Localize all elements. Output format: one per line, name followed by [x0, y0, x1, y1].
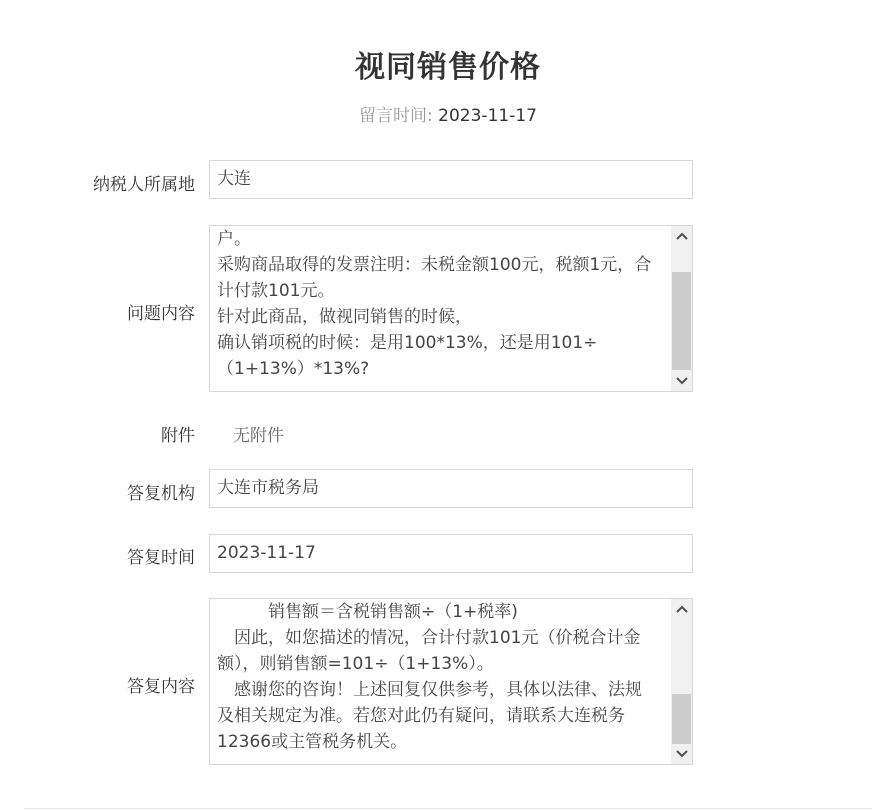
- message-time-value: 2023-11-17: [438, 106, 537, 126]
- reply-text: [217, 599, 669, 755]
- scroll-thumb[interactable]: [672, 694, 691, 744]
- taxpayer-location-field[interactable]: 大连: [209, 160, 693, 199]
- taxpayer-location-label: 纳税人所属地: [93, 175, 195, 195]
- reply-time-field[interactable]: 2023-11-17: [209, 534, 693, 573]
- question-line: 针对此商品，做视同销售的时候，: [217, 307, 472, 327]
- chevron-down-icon: [676, 750, 688, 758]
- scroll-down-button[interactable]: [671, 744, 692, 764]
- scroll-up-button[interactable]: [671, 599, 692, 619]
- question-line: 计付款101元。: [217, 281, 335, 301]
- reply-org-label: 答复机构: [127, 484, 195, 504]
- reply-time-label: 答复时间: [127, 548, 195, 568]
- page-title: 视同销售价格: [355, 50, 541, 85]
- chevron-up-icon: [676, 605, 688, 613]
- bottom-divider: [24, 808, 872, 809]
- reply-textarea[interactable]: [209, 598, 693, 765]
- reply-line: 12366或主管税务机关。: [217, 732, 408, 752]
- question-scrollbar[interactable]: [671, 226, 692, 391]
- reply-line: 感谢您的咨询！上述回复仅供参考，具体以法律、法规: [217, 680, 642, 700]
- reply-org-field[interactable]: 大连市税务局: [209, 469, 693, 508]
- message-time: [0, 101, 896, 126]
- question-text: [217, 226, 669, 382]
- scroll-down-button[interactable]: [671, 371, 692, 391]
- scroll-up-button[interactable]: [671, 226, 692, 246]
- scroll-thumb[interactable]: [672, 272, 691, 370]
- attachment-label: 附件: [161, 426, 195, 446]
- question-line: 采购商品取得的发票注明：未税金额100元，税额1元，合: [217, 255, 652, 275]
- message-time-label: 留言时间:: [359, 106, 433, 126]
- attachment-value: 无附件: [233, 426, 284, 446]
- reply-line: 及相关规定为准。若您对此仍有疑问，请联系大连税务: [217, 706, 625, 726]
- question-line: 确认销项税的时候：是用100*13%，还是用101÷: [217, 333, 598, 353]
- chevron-down-icon: [676, 377, 688, 385]
- question-line: 户。: [217, 229, 251, 249]
- reply-scrollbar[interactable]: [671, 599, 692, 764]
- reply-label: 答复内容: [127, 677, 195, 697]
- question-label: 问题内容: [127, 304, 195, 324]
- question-textarea[interactable]: [209, 225, 693, 392]
- reply-line: 因此，如您描述的情况，合计付款101元（价税合计金: [217, 628, 641, 648]
- question-line: （1+13%）*13%?: [217, 359, 370, 379]
- reply-line: 额），则销售额=101÷（1+13%）。: [217, 654, 494, 674]
- reply-line: 销售额＝含税销售额÷（1+税率): [217, 602, 518, 622]
- chevron-up-icon: [676, 232, 688, 240]
